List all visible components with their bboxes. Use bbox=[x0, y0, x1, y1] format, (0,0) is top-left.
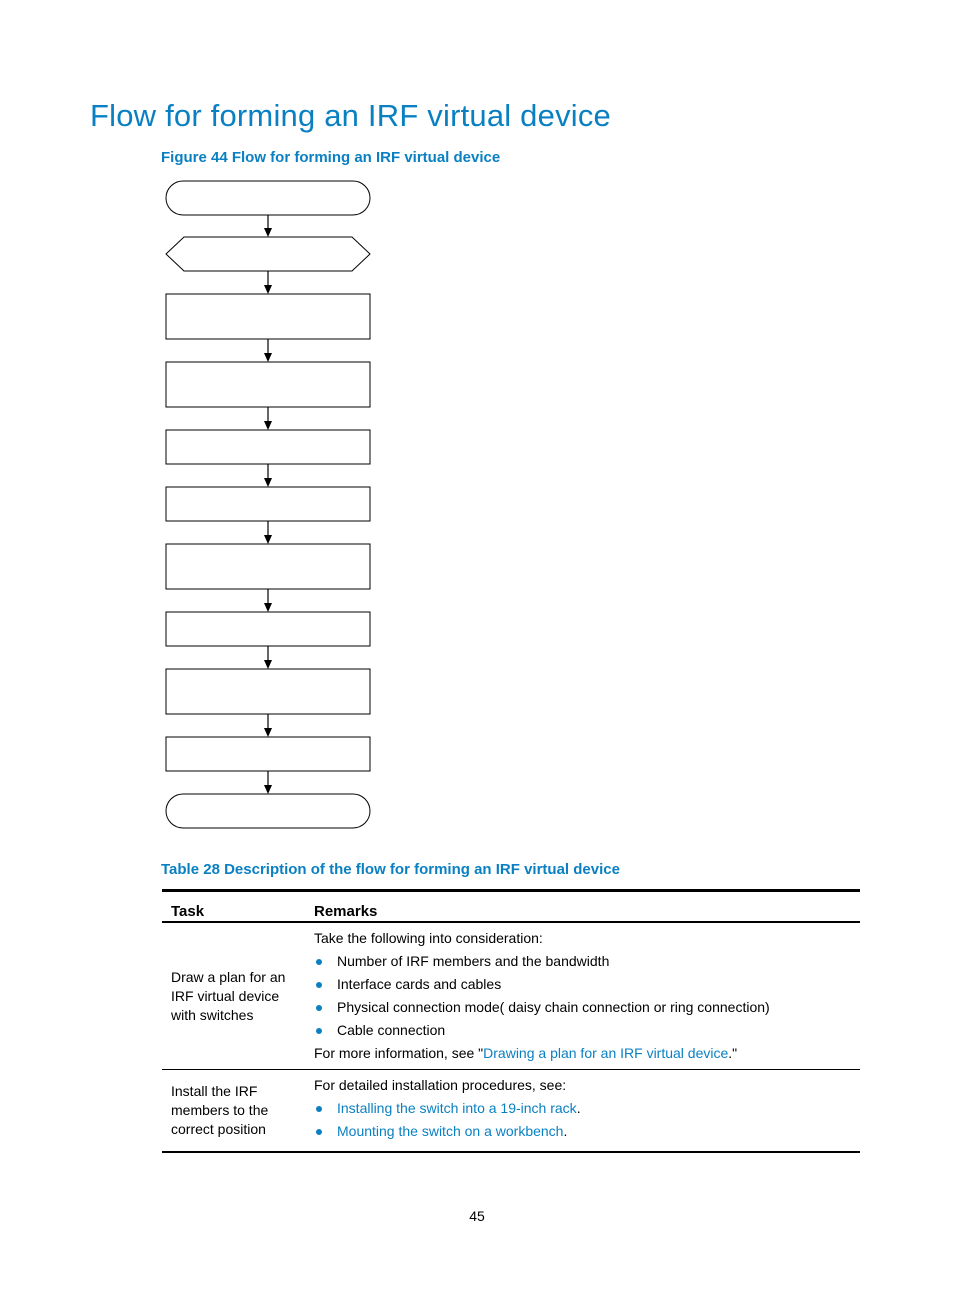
more-info-line bbox=[314, 1044, 851, 1063]
flow-step-box bbox=[166, 612, 370, 646]
flow-arrowhead bbox=[264, 535, 272, 544]
flow-arrowhead bbox=[264, 728, 272, 737]
table-header-row bbox=[162, 891, 860, 923]
flow-step-box bbox=[166, 737, 370, 771]
flow-arrowhead bbox=[264, 285, 272, 294]
flow-step-box bbox=[166, 487, 370, 521]
table-row-install bbox=[162, 1070, 860, 1153]
more-info-suffix: ." bbox=[728, 1045, 738, 1061]
link-installing-19-inch-rack[interactable]: Installing the switch into a 19-inch rack bbox=[337, 1100, 577, 1116]
flow-description-table bbox=[162, 889, 860, 1153]
flow-step-box bbox=[166, 362, 370, 407]
link-suffix: . bbox=[563, 1123, 568, 1139]
flow-arrowhead bbox=[264, 660, 272, 669]
remarks-link-list bbox=[314, 1099, 851, 1141]
flow-preparation-hexagon bbox=[166, 237, 370, 271]
flow-arrowhead bbox=[264, 421, 272, 430]
remarks-bullet-list bbox=[314, 952, 851, 1040]
link-drawing-a-plan[interactable]: Drawing a plan for an IRF virtual device bbox=[483, 1045, 729, 1061]
flow-arrowhead bbox=[264, 353, 272, 362]
flow-step-box bbox=[166, 669, 370, 714]
flow-arrowhead bbox=[264, 785, 272, 794]
header-task: Task bbox=[162, 891, 305, 923]
flow-step-box bbox=[166, 430, 370, 464]
more-info-prefix: For more information, see " bbox=[314, 1045, 484, 1061]
flow-arrowhead bbox=[264, 478, 272, 487]
table-row-plan bbox=[162, 922, 860, 1070]
flow-arrowhead bbox=[264, 228, 272, 237]
header-remarks: Remarks bbox=[305, 891, 860, 923]
table-caption: Table 28 Description of the flow for forming an IRF virtual device bbox=[161, 861, 620, 878]
bullet-item: Cable connection bbox=[314, 1021, 851, 1040]
bullet-item bbox=[314, 1122, 851, 1141]
flow-start-terminator bbox=[166, 181, 370, 215]
page-number: 45 bbox=[469, 1208, 485, 1224]
task-cell bbox=[162, 1070, 305, 1153]
flow-arrowhead bbox=[264, 603, 272, 612]
task-text: Install the IRF members to the correct position bbox=[171, 1083, 269, 1137]
bullet-item: Physical connection mode( daisy chain connection or ring connection) bbox=[314, 998, 851, 1017]
remarks-cell bbox=[305, 922, 860, 1070]
task-text: Draw a plan for an IRF virtual device with switches bbox=[171, 968, 286, 1023]
flow-step-box bbox=[166, 294, 370, 339]
figure-caption: Figure 44 Flow for forming an IRF virtual device bbox=[161, 149, 501, 166]
flow-step-box bbox=[166, 544, 370, 589]
link-suffix: . bbox=[576, 1100, 581, 1116]
remarks-intro: For detailed installation procedures, see: bbox=[314, 1077, 567, 1093]
remarks-cell bbox=[305, 1070, 860, 1153]
bullet-item: Number of IRF members and the bandwidth bbox=[314, 952, 851, 971]
remarks-intro: Take the following into consideration: bbox=[314, 930, 543, 946]
flow-end-terminator bbox=[166, 794, 370, 828]
bullet-item bbox=[314, 1099, 851, 1118]
section-title: Flow for forming an IRF virtual device bbox=[90, 98, 611, 133]
bullet-item: Interface cards and cables bbox=[314, 975, 851, 994]
link-mounting-workbench[interactable]: Mounting the switch on a workbench bbox=[337, 1123, 564, 1139]
task-cell bbox=[162, 922, 305, 1070]
